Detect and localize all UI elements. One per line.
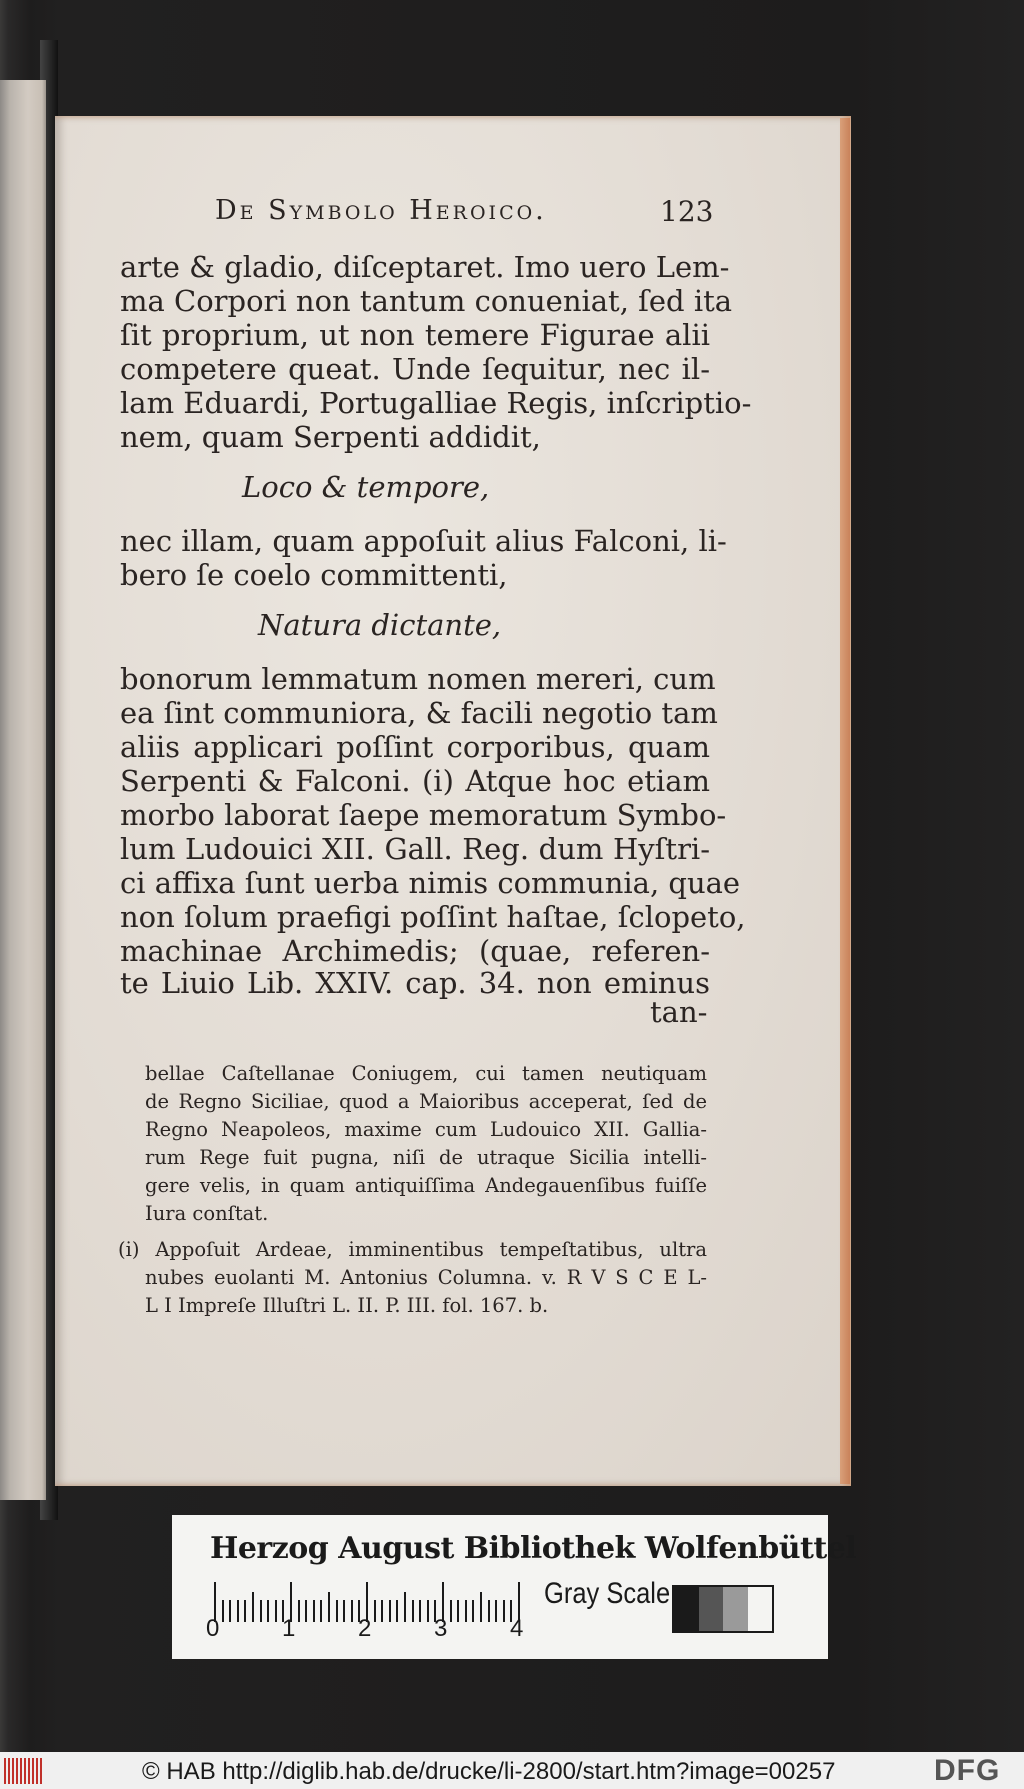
ruler-tick: [396, 1600, 398, 1622]
body-line: morbo laborat ſaepe memoratum Symbo-: [120, 798, 727, 832]
gray-swatch: [723, 1587, 748, 1631]
page-number: 123: [660, 195, 714, 228]
footnote-line: de Regno Siciliae, quod a Maioribus acceperat, ſed de: [145, 1090, 707, 1113]
ruler-number: 0: [206, 1615, 220, 1642]
ruler-tick: [305, 1600, 307, 1622]
body-line: lam Eduardi, Portugalliae Regis, inſcriptio-: [120, 386, 752, 420]
ruler-tick: [472, 1600, 474, 1622]
ruler-tick: [343, 1600, 345, 1622]
grayscale-label: Gray Scale: [544, 1577, 671, 1610]
barcode-icon: [4, 1758, 46, 1784]
ruler-tick: [480, 1592, 482, 1622]
ruler-tick: [336, 1600, 338, 1622]
ruler-number: 2: [358, 1615, 372, 1642]
page-edge: [840, 118, 850, 1484]
ruler-tick: [465, 1600, 467, 1622]
ruler-tick: [404, 1592, 406, 1622]
ruler-tick: [237, 1600, 239, 1622]
ruler-tick: [267, 1600, 269, 1622]
adjacent-page-edge: [0, 80, 46, 1500]
body-line: bonorum lemmatum nomen mereri, cum: [120, 662, 716, 696]
ruler-tick: [488, 1600, 490, 1622]
body-line: lum Ludouici XII. Gall. Reg. dum Hyſtri-: [120, 832, 710, 866]
footnote-line: bellae Caſtellanae Coniugem, cui tamen neutiquam: [145, 1062, 707, 1085]
body-line: nec illam, quam appoſuit alius Falconi, li-: [120, 524, 727, 558]
ruler-tick: [381, 1600, 383, 1622]
body-line: machinae Archimedis; (quae, referen-: [120, 934, 710, 968]
ruler-tick: [427, 1600, 429, 1622]
body-line: ea ſint communiora, & facili negotio tam: [120, 696, 718, 730]
ruler-tick: [457, 1600, 459, 1622]
footnote-line: Regno Neapoleos, maxime cum Ludouico XII. Gallia-: [145, 1118, 707, 1141]
running-head: De Symbolo Heroico.: [215, 195, 547, 226]
ruler-tick: [495, 1600, 497, 1622]
footnote-line: gere velis, in quam antiquiſſima Andegauenſibus fuiſſe: [145, 1174, 707, 1197]
ruler-tick: [229, 1600, 231, 1622]
catchword: tan-: [650, 995, 708, 1029]
body-line: non ſolum praefigi poſſint haſtae, ſclopeto,: [120, 900, 746, 934]
dfg-logo: DFG: [934, 1754, 1001, 1787]
ruler-tick: [313, 1600, 315, 1622]
motto-line: Natura dictante,: [258, 608, 502, 642]
footnote-line: rum Rege fuit pugna, niſi de utraque Sicilia intelli-: [145, 1146, 707, 1169]
body-line: ma Corpori non tantum conueniat, ſed ita: [120, 284, 733, 318]
footnote-line: (i) Appoſuit Ardeae, imminentibus tempeſtatibus, ultra: [118, 1238, 707, 1261]
ruler-tick: [252, 1592, 254, 1622]
body-line: aliis applicari poſſint corporibus, quam: [120, 730, 710, 764]
ruler-tick: [244, 1600, 246, 1622]
footnote-line: nubes euolanti M. Antonius Columna. v. R V S C E L-: [145, 1266, 707, 1289]
ruler-number: 3: [434, 1615, 448, 1642]
body-line: te Liuio Lib. XXIV. cap. 34. non eminus: [120, 966, 710, 1000]
ruler-tick: [389, 1600, 391, 1622]
footer-bar: [0, 1752, 1024, 1789]
body-line: ſit proprium, ut non temere Figurae alii: [120, 318, 710, 352]
body-line: nem, quam Serpenti addidit,: [120, 420, 541, 454]
ruler-number: 1: [282, 1615, 296, 1642]
motto-line: Loco & tempore,: [242, 470, 490, 504]
gray-swatch: [748, 1587, 773, 1631]
ruler-tick: [320, 1600, 322, 1622]
gray-swatch: [674, 1587, 699, 1631]
body-line: arte & gladio, diſceptaret. Imo uero Lem-: [120, 250, 730, 284]
body-line: competere queat. Unde ſequitur, nec il-: [120, 352, 710, 386]
body-line: Serpenti & Falconi. (i) Atque hoc etiam: [120, 764, 710, 798]
gray-swatch: [699, 1587, 724, 1631]
library-name: Herzog August Bibliothek Wolfenbüttel: [210, 1531, 857, 1566]
ruler-tick: [275, 1600, 277, 1622]
ruler-tick: [328, 1592, 330, 1622]
body-line: bero ſe coelo committenti,: [120, 558, 508, 592]
ruler-tick: [450, 1600, 452, 1622]
ruler-tick: [412, 1600, 414, 1622]
footnote-line: L I Impreſe Illuſtri L. II. P. III. fol. 167. b.: [145, 1294, 549, 1317]
ruler-tick: [260, 1600, 262, 1622]
ruler-tick: [419, 1600, 421, 1622]
ruler-tick: [222, 1600, 224, 1622]
ruler-tick: [503, 1600, 505, 1622]
grayscale-swatches: [672, 1585, 774, 1633]
copyright-link[interactable]: © HAB http://diglib.hab.de/drucke/li-2800/start.htm?image=00257: [142, 1758, 836, 1785]
ruler-tick: [298, 1600, 300, 1622]
ruler-tick: [351, 1600, 353, 1622]
ruler-number: 4: [510, 1615, 524, 1642]
library-label-card: [172, 1515, 857, 1659]
body-line: ci affixa ſunt uerba nimis communia, quae: [120, 866, 741, 900]
footnote-line: Iura conſtat.: [145, 1202, 269, 1225]
ruler-tick: [374, 1600, 376, 1622]
